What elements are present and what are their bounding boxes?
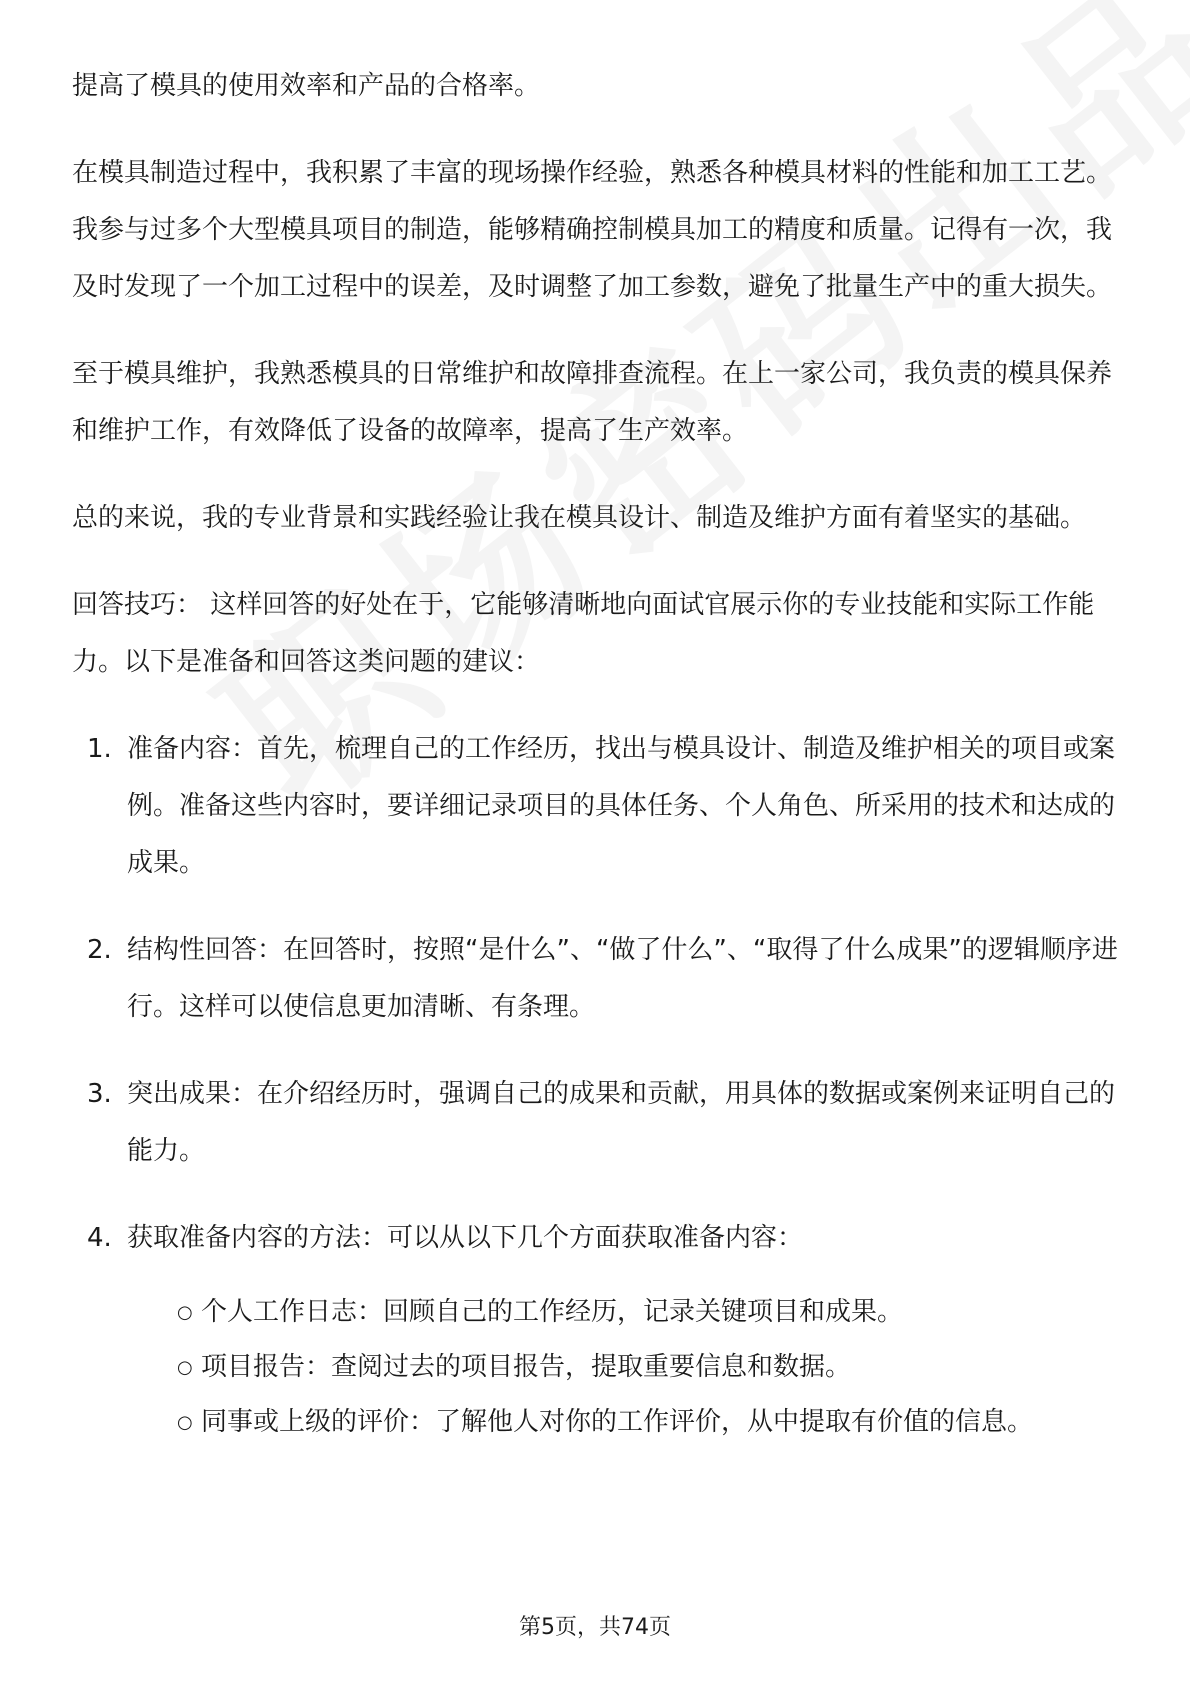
list-number: 3. — [87, 1079, 112, 1109]
sub-list-item — [177, 1340, 1122, 1395]
list-item — [72, 922, 1122, 1036]
circle-bullet-icon: ○ — [177, 1302, 193, 1323]
list-number: 4. — [87, 1223, 112, 1253]
paragraph: 总的来说，我的专业背景和实践经验让我在模具设计、制造及维护方面有着坚实的基础。 — [72, 503, 1087, 533]
paragraph: 在模具制造过程中，我积累了丰富的现场操作经验，熟悉各种模具材料的性能和加工工艺。我参与过多个大型模具项目的制造，能够精确控制模具加工的精度和质量。记得有一次，我及时发现了一个加工过程中的误差，及时调整了加工参数，避免了批量生产中的重大损失。 — [72, 158, 1113, 302]
list-number: 1. — [87, 734, 112, 764]
sub-list-item — [177, 1285, 1122, 1340]
sub-list-item — [177, 1395, 1122, 1450]
list-item — [72, 721, 1122, 892]
list-item-text: 结构性回答：在回答时，按照“是什么”、“做了什么”、“取得了什么成果”的逻辑顺序进行。这样可以使信息更加清晰、有条理。 — [127, 935, 1118, 1022]
answer-tips-intro: 回答技巧： 这样回答的好处在于，它能够清晰地向面试官展示你的专业技能和实际工作能力。以下是准备和回答这类问题的建议： — [72, 590, 1095, 677]
list-item-text: 准备内容：首先，梳理自己的工作经历，找出与模具设计、制造及维护相关的项目或案例。准备这些内容时，要详细记录项目的具体任务、个人角色、所采用的技术和达成的成果。 — [127, 734, 1116, 878]
list-item-text: 获取准备内容的方法：可以从以下几个方面获取准备内容： — [127, 1223, 804, 1253]
page-footer: 第5页，共74页 — [519, 1615, 671, 1640]
list-number: 2. — [87, 935, 112, 965]
circle-bullet-icon: ○ — [177, 1412, 193, 1433]
sub-list-item-text: 同事或上级的评价：了解他人对你的工作评价，从中提取有价值的信息。 — [201, 1407, 1034, 1437]
sub-list — [127, 1285, 1122, 1450]
list-item-text: 突出成果：在介绍经历时，强调自己的成果和贡献，用具体的数据或案例来证明自己的能力。 — [127, 1079, 1116, 1166]
paragraph: 至于模具维护，我熟悉模具的日常维护和故障排查流程。在上一家公司，我负责的模具保养和维护工作，有效降低了设备的故障率，提高了生产效率。 — [72, 359, 1113, 446]
list-item — [72, 1210, 1122, 1450]
document-body — [72, 58, 1122, 1480]
sub-list-item-text: 项目报告：查阅过去的项目报告，提取重要信息和数据。 — [201, 1352, 852, 1382]
circle-bullet-icon: ○ — [177, 1357, 193, 1378]
list-item — [72, 1066, 1122, 1180]
sub-list-item-text: 个人工作日志：回顾自己的工作经历，记录关键项目和成果。 — [201, 1297, 904, 1327]
tips-list — [72, 721, 1122, 1450]
paragraph: 提高了模具的使用效率和产品的合格率。 — [72, 71, 541, 101]
